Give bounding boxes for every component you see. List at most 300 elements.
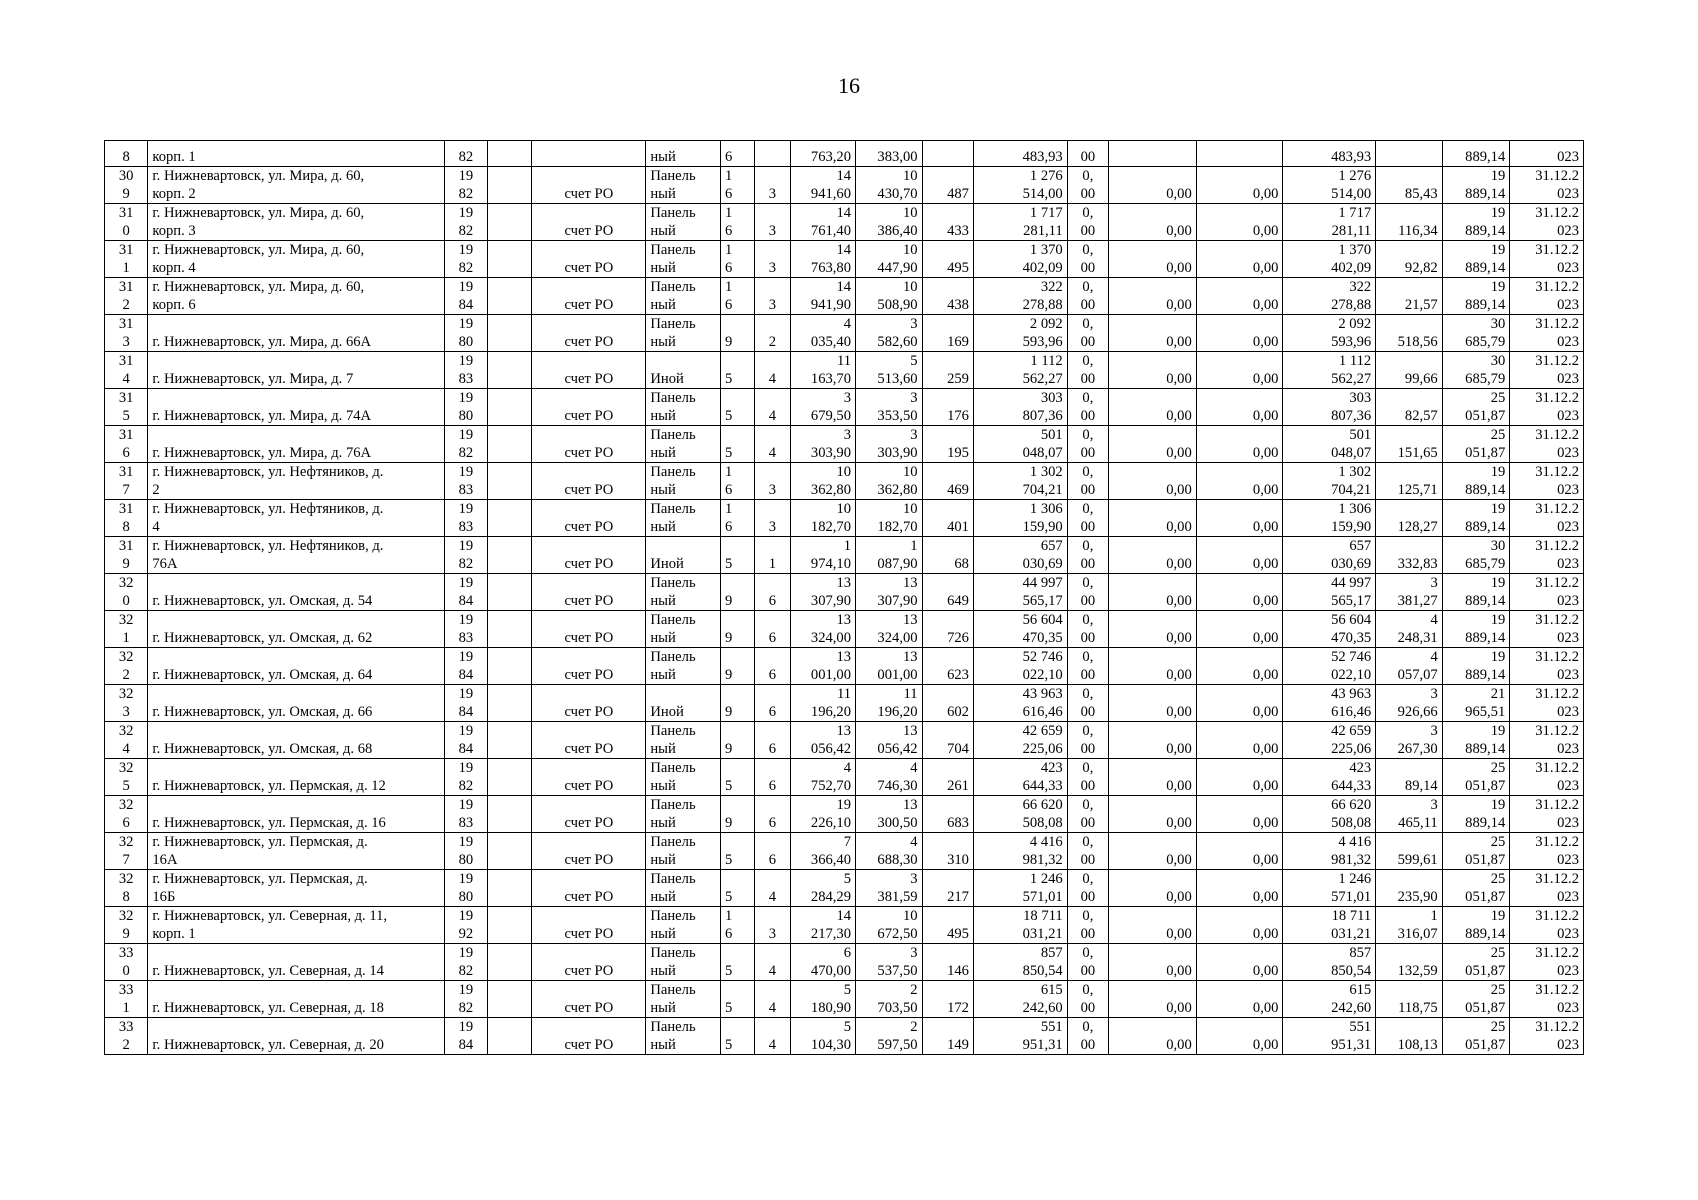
cell-address: г. Нижневартовск, ул. Мира, д. 74А xyxy=(148,389,444,426)
cell-row-number: 33 2 xyxy=(105,1018,148,1055)
cell-deadline: 31.12.2 023 xyxy=(1510,981,1584,1018)
cell-regional-fund: 0, 00 xyxy=(1067,278,1108,315)
cell-local-budget: 0,00 xyxy=(1109,204,1197,241)
cell-owners-funds: 0,00 xyxy=(1196,278,1283,315)
cell-address: г. Нижневартовск, ул. Мира, д. 60, корп. 2 xyxy=(148,167,444,204)
cell-limit-cost: 19 889,14 xyxy=(1442,722,1510,759)
cell-funding-method: счет РО xyxy=(532,204,646,241)
table-row xyxy=(105,796,1584,833)
cell-floors: 5 xyxy=(720,1018,754,1055)
cell-limit-cost: 30 685,79 xyxy=(1442,537,1510,574)
cell-entrances: 4 xyxy=(755,1018,790,1055)
cell-deadline: 31.12.2 023 xyxy=(1510,1018,1584,1055)
cell-cost-sum: 1 246 571,01 xyxy=(1283,870,1376,907)
cell-wall-material: Иной xyxy=(646,352,721,389)
cell-residents: 176 xyxy=(922,389,973,426)
cell-deadline: 31.12.2 023 xyxy=(1510,907,1584,944)
cell-cost-sum: 66 620 508,08 xyxy=(1283,796,1376,833)
cell-funding-method: счет РО xyxy=(532,1018,646,1055)
table-row xyxy=(105,907,1584,944)
cell-funding-method: счет РО xyxy=(532,981,646,1018)
cell-total-area: 13 001,00 xyxy=(790,648,856,685)
cell-cost-total: 66 620 508,08 xyxy=(973,796,1067,833)
cell-cost-per-sqm: 4 057,07 xyxy=(1376,648,1443,685)
cell-limit-cost: 19 889,14 xyxy=(1442,500,1510,537)
cell-residents: 261 xyxy=(922,759,973,796)
cell-cost-total: 42 659 225,06 xyxy=(973,722,1067,759)
cell-total-area: 5 104,30 xyxy=(790,1018,856,1055)
cell-row-number: 32 0 xyxy=(105,574,148,611)
cell-limit-cost: 19 889,14 xyxy=(1442,278,1510,315)
cell-cost-per-sqm: 235,90 xyxy=(1376,870,1443,907)
cell-cost-per-sqm: 599,61 xyxy=(1376,833,1443,870)
table-row xyxy=(105,759,1584,796)
cell-total-area: 14 763,80 xyxy=(790,241,856,278)
cell-living-area: 383,00 xyxy=(856,141,923,167)
cell-row-number: 33 1 xyxy=(105,981,148,1018)
cell-entrances: 6 xyxy=(755,648,790,685)
cell-wall-material: Панель ный xyxy=(646,500,721,537)
cell-living-area: 10 672,50 xyxy=(856,907,923,944)
cell-regional-fund: 00 xyxy=(1067,141,1108,167)
cell-blank xyxy=(488,944,532,981)
cell-owners-funds: 0,00 xyxy=(1196,315,1283,352)
cell-local-budget: 0,00 xyxy=(1109,500,1197,537)
cell-wall-material: Панель ный xyxy=(646,833,721,870)
cell-local-budget: 0,00 xyxy=(1109,796,1197,833)
cell-limit-cost: 25 051,87 xyxy=(1442,426,1510,463)
cell-entrances: 3 xyxy=(755,167,790,204)
cell-owners-funds: 0,00 xyxy=(1196,796,1283,833)
cell-limit-cost: 30 685,79 xyxy=(1442,352,1510,389)
cell-deadline: 31.12.2 023 xyxy=(1510,870,1584,907)
cell-total-area: 10 362,80 xyxy=(790,463,856,500)
cell-limit-cost: 19 889,14 xyxy=(1442,204,1510,241)
cell-funding-method: счет РО xyxy=(532,167,646,204)
cell-total-area: 14 761,40 xyxy=(790,204,856,241)
cell-wall-material: Панель ный xyxy=(646,796,721,833)
cell-cost-sum: 44 997 565,17 xyxy=(1283,574,1376,611)
cell-cost-sum: 43 963 616,46 xyxy=(1283,685,1376,722)
cell-deadline: 31.12.2 023 xyxy=(1510,648,1584,685)
cell-owners-funds: 0,00 xyxy=(1196,537,1283,574)
cell-funding-method: счет РО xyxy=(532,648,646,685)
cell-address: г. Нижневартовск, ул. Северная, д. 18 xyxy=(148,981,444,1018)
cell-living-area: 10 430,70 xyxy=(856,167,923,204)
cell-funding-method: счет РО xyxy=(532,907,646,944)
cell-row-number: 32 9 xyxy=(105,907,148,944)
cell-build-year: 19 82 xyxy=(444,204,487,241)
cell-cost-per-sqm: 85,43 xyxy=(1376,167,1443,204)
cell-floors: 1 6 xyxy=(720,463,754,500)
cell-floors: 5 xyxy=(720,389,754,426)
cell-living-area: 10 362,80 xyxy=(856,463,923,500)
cell-residents: 487 xyxy=(922,167,973,204)
cell-blank xyxy=(488,611,532,648)
cell-residents: 495 xyxy=(922,907,973,944)
cell-build-year: 19 82 xyxy=(444,537,487,574)
cell-blank xyxy=(488,537,532,574)
cell-regional-fund: 0, 00 xyxy=(1067,1018,1108,1055)
cell-funding-method: счет РО xyxy=(532,500,646,537)
cell-residents: 401 xyxy=(922,500,973,537)
cell-floors: 9 xyxy=(720,315,754,352)
cell-total-area: 5 284,29 xyxy=(790,870,856,907)
cell-regional-fund: 0, 00 xyxy=(1067,537,1108,574)
cell-wall-material: Панель ный xyxy=(646,278,721,315)
cell-floors: 5 xyxy=(720,759,754,796)
cell-build-year: 19 83 xyxy=(444,500,487,537)
cell-living-area: 11 196,20 xyxy=(856,685,923,722)
cell-cost-per-sqm: 3 267,30 xyxy=(1376,722,1443,759)
cell-living-area: 13 300,50 xyxy=(856,796,923,833)
cell-cost-per-sqm: 108,13 xyxy=(1376,1018,1443,1055)
cell-blank xyxy=(488,278,532,315)
cell-living-area: 2 597,50 xyxy=(856,1018,923,1055)
cell-entrances: 4 xyxy=(755,981,790,1018)
cell-entrances: 4 xyxy=(755,870,790,907)
cell-blank xyxy=(488,722,532,759)
cell-total-area: 19 226,10 xyxy=(790,796,856,833)
cell-row-number: 32 6 xyxy=(105,796,148,833)
cell-residents: 146 xyxy=(922,944,973,981)
cell-cost-total: 1 302 704,21 xyxy=(973,463,1067,500)
cell-cost-total: 857 850,54 xyxy=(973,944,1067,981)
cell-funding-method: счет РО xyxy=(532,426,646,463)
cell-local-budget: 0,00 xyxy=(1109,759,1197,796)
cell-local-budget: 0,00 xyxy=(1109,1018,1197,1055)
cell-residents: 433 xyxy=(922,204,973,241)
cell-residents: 169 xyxy=(922,315,973,352)
cell-wall-material: Панель ный xyxy=(646,426,721,463)
cell-local-budget: 0,00 xyxy=(1109,685,1197,722)
cell-build-year: 19 84 xyxy=(444,648,487,685)
cell-blank xyxy=(488,981,532,1018)
cell-blank xyxy=(488,796,532,833)
cell-build-year: 19 80 xyxy=(444,315,487,352)
cell-row-number: 32 5 xyxy=(105,759,148,796)
cell-regional-fund: 0, 00 xyxy=(1067,389,1108,426)
cell-deadline: 31.12.2 023 xyxy=(1510,463,1584,500)
cell-deadline: 31.12.2 023 xyxy=(1510,833,1584,870)
cell-regional-fund: 0, 00 xyxy=(1067,722,1108,759)
cell-owners-funds: 0,00 xyxy=(1196,1018,1283,1055)
cell-residents: 649 xyxy=(922,574,973,611)
cell-cost-total: 1 306 159,90 xyxy=(973,500,1067,537)
cell-row-number: 31 9 xyxy=(105,537,148,574)
cell-total-area: 13 056,42 xyxy=(790,722,856,759)
cell-entrances: 3 xyxy=(755,500,790,537)
table-row xyxy=(105,944,1584,981)
cell-local-budget: 0,00 xyxy=(1109,833,1197,870)
cell-cost-total: 501 048,07 xyxy=(973,426,1067,463)
cell-address: г. Нижневартовск, ул. Северная, д. 14 xyxy=(148,944,444,981)
cell-blank xyxy=(488,833,532,870)
cell-blank xyxy=(488,759,532,796)
cell-cost-per-sqm: 92,82 xyxy=(1376,241,1443,278)
cell-limit-cost: 19 889,14 xyxy=(1442,463,1510,500)
cell-deadline: 31.12.2 023 xyxy=(1510,352,1584,389)
cell-owners-funds: 0,00 xyxy=(1196,870,1283,907)
cell-local-budget: 0,00 xyxy=(1109,278,1197,315)
cell-regional-fund: 0, 00 xyxy=(1067,352,1108,389)
cell-local-budget: 0,00 xyxy=(1109,611,1197,648)
cell-regional-fund: 0, 00 xyxy=(1067,648,1108,685)
table-row xyxy=(105,352,1584,389)
cell-limit-cost: 19 889,14 xyxy=(1442,241,1510,278)
cell-blank xyxy=(488,500,532,537)
cell-funding-method: счет РО xyxy=(532,241,646,278)
cell-living-area: 4 688,30 xyxy=(856,833,923,870)
cell-wall-material: Панель ный xyxy=(646,1018,721,1055)
cell-cost-total: 657 030,69 xyxy=(973,537,1067,574)
cell-owners-funds: 0,00 xyxy=(1196,833,1283,870)
cell-regional-fund: 0, 00 xyxy=(1067,944,1108,981)
cell-limit-cost: 19 889,14 xyxy=(1442,574,1510,611)
cell-residents: 469 xyxy=(922,463,973,500)
cell-cost-total: 1 246 571,01 xyxy=(973,870,1067,907)
cell-residents: 683 xyxy=(922,796,973,833)
cell-cost-sum: 857 850,54 xyxy=(1283,944,1376,981)
cell-blank xyxy=(488,1018,532,1055)
cell-floors: 1 6 xyxy=(720,278,754,315)
cell-blank xyxy=(488,426,532,463)
cell-total-area: 4 035,40 xyxy=(790,315,856,352)
cell-regional-fund: 0, 00 xyxy=(1067,574,1108,611)
cell-blank xyxy=(488,315,532,352)
cell-funding-method: счет РО xyxy=(532,537,646,574)
cell-wall-material: Панель ный xyxy=(646,611,721,648)
cell-build-year: 19 84 xyxy=(444,722,487,759)
cell-address: г. Нижневартовск, ул. Нефтяников, д. 4 xyxy=(148,500,444,537)
cell-entrances xyxy=(755,141,790,167)
cell-row-number: 31 6 xyxy=(105,426,148,463)
cell-residents: 259 xyxy=(922,352,973,389)
cell-row-number: 31 2 xyxy=(105,278,148,315)
table-row xyxy=(105,981,1584,1018)
cell-blank xyxy=(488,389,532,426)
cell-wall-material: Панель ный xyxy=(646,389,721,426)
cell-address: г. Нижневартовск, ул. Омская, д. 62 xyxy=(148,611,444,648)
cell-build-year: 19 80 xyxy=(444,389,487,426)
cell-entrances: 4 xyxy=(755,426,790,463)
cell-regional-fund: 0, 00 xyxy=(1067,907,1108,944)
cell-address: г. Нижневартовск, ул. Мира, д. 66А xyxy=(148,315,444,352)
cell-living-area: 13 324,00 xyxy=(856,611,923,648)
cell-deadline: 31.12.2 023 xyxy=(1510,426,1584,463)
cell-residents: 726 xyxy=(922,611,973,648)
cell-cost-total: 56 604 470,35 xyxy=(973,611,1067,648)
cell-entrances: 6 xyxy=(755,796,790,833)
cell-living-area: 13 056,42 xyxy=(856,722,923,759)
cell-blank xyxy=(488,685,532,722)
cell-local-budget: 0,00 xyxy=(1109,944,1197,981)
cell-blank xyxy=(488,870,532,907)
cell-local-budget: 0,00 xyxy=(1109,167,1197,204)
cell-cost-total: 1 717 281,11 xyxy=(973,204,1067,241)
cell-entrances: 6 xyxy=(755,685,790,722)
cell-regional-fund: 0, 00 xyxy=(1067,241,1108,278)
cell-residents: 602 xyxy=(922,685,973,722)
table-row xyxy=(105,537,1584,574)
page-number: 16 xyxy=(838,73,860,98)
table-row xyxy=(105,278,1584,315)
cell-funding-method: счет РО xyxy=(532,796,646,833)
table-row xyxy=(105,870,1584,907)
cell-floors: 5 xyxy=(720,944,754,981)
cell-cost-per-sqm: 332,83 xyxy=(1376,537,1443,574)
cell-regional-fund: 0, 00 xyxy=(1067,870,1108,907)
cell-local-budget: 0,00 xyxy=(1109,722,1197,759)
cell-funding-method: счет РО xyxy=(532,611,646,648)
cell-build-year: 82 xyxy=(444,141,487,167)
cell-living-area: 3 537,50 xyxy=(856,944,923,981)
cell-cost-per-sqm: 1 316,07 xyxy=(1376,907,1443,944)
cell-living-area: 13 001,00 xyxy=(856,648,923,685)
cell-cost-sum: 615 242,60 xyxy=(1283,981,1376,1018)
cell-deadline: 31.12.2 023 xyxy=(1510,204,1584,241)
cell-total-area: 5 180,90 xyxy=(790,981,856,1018)
cell-residents: 438 xyxy=(922,278,973,315)
cell-owners-funds: 0,00 xyxy=(1196,167,1283,204)
cell-cost-sum: 1 717 281,11 xyxy=(1283,204,1376,241)
cell-blank xyxy=(488,241,532,278)
cell-limit-cost: 19 889,14 xyxy=(1442,611,1510,648)
cell-wall-material: Панель ный xyxy=(646,648,721,685)
cell-cost-sum: 423 644,33 xyxy=(1283,759,1376,796)
cell-row-number: 8 xyxy=(105,141,148,167)
cell-cost-per-sqm: 82,57 xyxy=(1376,389,1443,426)
cell-row-number: 32 8 xyxy=(105,870,148,907)
table-row xyxy=(105,722,1584,759)
cell-living-area: 4 746,30 xyxy=(856,759,923,796)
table-row xyxy=(105,1018,1584,1055)
cell-address: г. Нижневартовск, ул. Пермская, д. 16 xyxy=(148,796,444,833)
cell-build-year: 19 83 xyxy=(444,611,487,648)
cell-deadline: 31.12.2 023 xyxy=(1510,685,1584,722)
cell-living-area: 10 182,70 xyxy=(856,500,923,537)
cell-cost-sum: 1 370 402,09 xyxy=(1283,241,1376,278)
cell-cost-per-sqm: 3 465,11 xyxy=(1376,796,1443,833)
cell-wall-material: Панель ный xyxy=(646,241,721,278)
cell-cost-sum: 52 746 022,10 xyxy=(1283,648,1376,685)
cell-wall-material: Иной xyxy=(646,537,721,574)
cell-build-year: 19 82 xyxy=(444,944,487,981)
cell-funding-method: счет РО xyxy=(532,352,646,389)
table-row xyxy=(105,426,1584,463)
cell-wall-material: Панель ный xyxy=(646,907,721,944)
cell-build-year: 19 83 xyxy=(444,463,487,500)
cell-wall-material: Панель ный xyxy=(646,759,721,796)
cell-entrances: 1 xyxy=(755,537,790,574)
cell-address: г. Нижневартовск, ул. Омская, д. 54 xyxy=(148,574,444,611)
cell-cost-per-sqm: 3 926,66 xyxy=(1376,685,1443,722)
cell-total-area: 3 679,50 xyxy=(790,389,856,426)
cell-total-area: 14 217,30 xyxy=(790,907,856,944)
cell-floors: 1 6 xyxy=(720,500,754,537)
cell-cost-sum: 4 416 981,32 xyxy=(1283,833,1376,870)
cell-owners-funds: 0,00 xyxy=(1196,685,1283,722)
cell-cost-per-sqm: 99,66 xyxy=(1376,352,1443,389)
cell-total-area: 4 752,70 xyxy=(790,759,856,796)
cell-total-area: 3 303,90 xyxy=(790,426,856,463)
cell-cost-sum: 1 306 159,90 xyxy=(1283,500,1376,537)
cell-regional-fund: 0, 00 xyxy=(1067,426,1108,463)
cell-blank xyxy=(488,141,532,167)
cell-cost-total: 4 416 981,32 xyxy=(973,833,1067,870)
cell-owners-funds: 0,00 xyxy=(1196,981,1283,1018)
cell-funding-method: счет РО xyxy=(532,389,646,426)
cell-total-area: 11 163,70 xyxy=(790,352,856,389)
cell-regional-fund: 0, 00 xyxy=(1067,500,1108,537)
cell-local-budget: 0,00 xyxy=(1109,574,1197,611)
cell-residents: 704 xyxy=(922,722,973,759)
cell-address: г. Нижневартовск, ул. Омская, д. 64 xyxy=(148,648,444,685)
cell-deadline: 31.12.2 023 xyxy=(1510,574,1584,611)
cell-cost-per-sqm: 128,27 xyxy=(1376,500,1443,537)
cell-cost-per-sqm: 3 381,27 xyxy=(1376,574,1443,611)
cell-wall-material: Панель ный xyxy=(646,463,721,500)
cell-floors: 9 xyxy=(720,574,754,611)
cell-build-year: 19 82 xyxy=(444,167,487,204)
cell-blank xyxy=(488,648,532,685)
cell-regional-fund: 0, 00 xyxy=(1067,204,1108,241)
cell-cost-sum: 1 112 562,27 xyxy=(1283,352,1376,389)
cell-floors: 1 6 xyxy=(720,167,754,204)
cell-owners-funds: 0,00 xyxy=(1196,500,1283,537)
cell-cost-total: 322 278,88 xyxy=(973,278,1067,315)
cell-entrances: 3 xyxy=(755,278,790,315)
cell-total-area: 6 470,00 xyxy=(790,944,856,981)
cell-entrances: 3 xyxy=(755,204,790,241)
cell-address: г. Нижневартовск, ул. Омская, д. 68 xyxy=(148,722,444,759)
cell-floors: 9 xyxy=(720,611,754,648)
cell-deadline: 31.12.2 023 xyxy=(1510,241,1584,278)
cell-address: г. Нижневартовск, ул. Мира, д. 76А xyxy=(148,426,444,463)
cell-funding-method: счет РО xyxy=(532,685,646,722)
cell-build-year: 19 82 xyxy=(444,426,487,463)
cell-cost-total: 2 092 593,96 xyxy=(973,315,1067,352)
table-row xyxy=(105,611,1584,648)
cell-total-area: 14 941,60 xyxy=(790,167,856,204)
table-row xyxy=(105,648,1584,685)
cell-residents: 217 xyxy=(922,870,973,907)
cell-owners-funds: 0,00 xyxy=(1196,759,1283,796)
cell-limit-cost: 19 889,14 xyxy=(1442,796,1510,833)
cell-funding-method: счет РО xyxy=(532,722,646,759)
cell-wall-material: ный xyxy=(646,141,721,167)
cell-row-number: 31 3 xyxy=(105,315,148,352)
cell-address: г. Нижневартовск, ул. Омская, д. 66 xyxy=(148,685,444,722)
cell-residents: 195 xyxy=(922,426,973,463)
cell-floors: 6 xyxy=(720,141,754,167)
cell-cost-per-sqm: 132,59 xyxy=(1376,944,1443,981)
cell-row-number: 32 4 xyxy=(105,722,148,759)
cell-entrances: 4 xyxy=(755,944,790,981)
cell-deadline: 31.12.2 023 xyxy=(1510,315,1584,352)
cell-blank xyxy=(488,204,532,241)
cell-build-year: 19 80 xyxy=(444,870,487,907)
cell-build-year: 19 84 xyxy=(444,685,487,722)
cell-address: г. Нижневартовск, ул. Мира, д. 7 xyxy=(148,352,444,389)
cell-floors: 1 6 xyxy=(720,204,754,241)
cell-limit-cost: 25 051,87 xyxy=(1442,1018,1510,1055)
cell-residents: 172 xyxy=(922,981,973,1018)
cell-deadline: 31.12.2 023 xyxy=(1510,167,1584,204)
cell-funding-method: счет РО xyxy=(532,759,646,796)
cell-entrances: 3 xyxy=(755,907,790,944)
cell-entrances: 6 xyxy=(755,611,790,648)
